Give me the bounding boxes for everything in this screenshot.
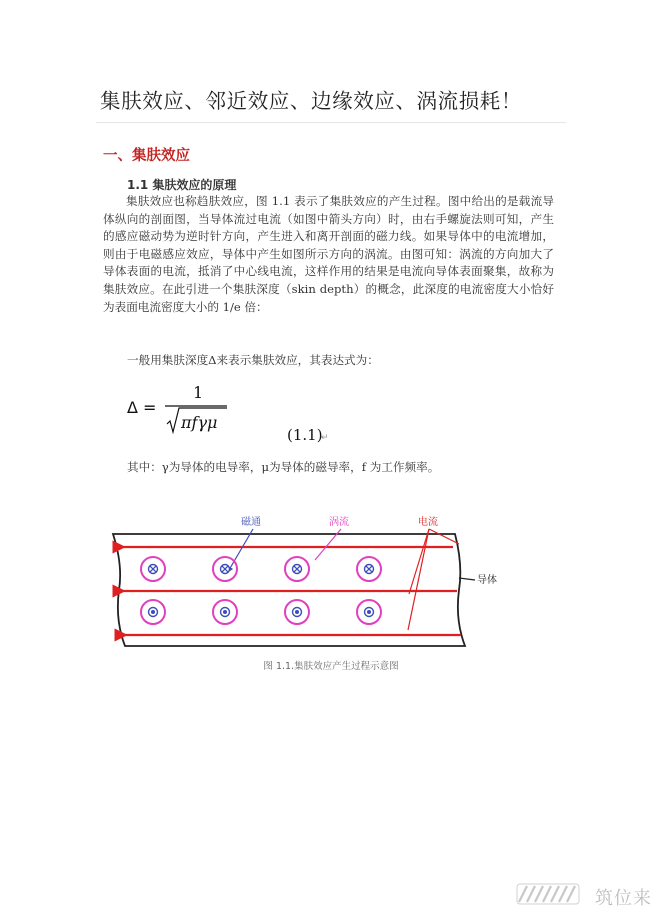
equation-number: (1.1)	[287, 426, 323, 444]
title-divider	[96, 122, 566, 123]
watermark-text: 筑位来	[595, 888, 652, 909]
return-mark: ↵	[321, 433, 329, 443]
figure-caption: 图 1.1.集肤效应产生过程示意图	[263, 661, 399, 672]
formula-lhs: Δ =	[127, 398, 157, 417]
section-heading: 一、集肤效应	[103, 148, 190, 164]
skin-depth-formula	[127, 380, 367, 450]
label-flux: 磁通	[241, 517, 261, 528]
label-current: 电流	[418, 517, 438, 528]
watermark	[515, 878, 655, 910]
formula-legend: 其中：γ为导体的电导率，μ为导体的磁导率，f 为工作频率。	[127, 460, 440, 474]
watermark-logo-icon	[515, 880, 593, 908]
formula-numerator: 1	[193, 383, 204, 402]
body-paragraph: 集肤效应也称趋肤效应，图 1.1 表示了集肤效应的产生过程。图中给出的是载流导体纵向的剖面图，当导体流过电流（如图中箭头方向）时，由右手螺旋法则可知，产生的感应磁动势为逆时针方向，产生进入和离开剖面的磁力线。如果导体中的电流增加，则由于电磁感应效应，导体中产生如图所示方向的涡流。由图可知：涡流的方向加大了导体表面的电流，抵消了中心线电流，这样作用的结果是电流向导体表面聚集，故称为集肤效应。在此引进一个集肤深度（skin depth）的概念，此深度的电流密度大小恰好为表面电流密度大小的 1/e 倍：	[103, 194, 554, 314]
skin-effect-diagram	[103, 510, 563, 652]
page-title: 集肤效应、邻近效应、边缘效应、涡流损耗！	[100, 89, 522, 113]
formula-denominator: πfγμ	[181, 413, 218, 432]
label-eddy: 涡流	[329, 517, 349, 528]
formula-intro: 一般用集肤深度Δ来表示集肤效应，其表达式为：	[127, 353, 379, 367]
label-conductor: 导体	[477, 575, 497, 586]
conductor-leader	[459, 578, 475, 580]
subsection-heading: 1.1 集肤效应的原理	[127, 178, 237, 192]
